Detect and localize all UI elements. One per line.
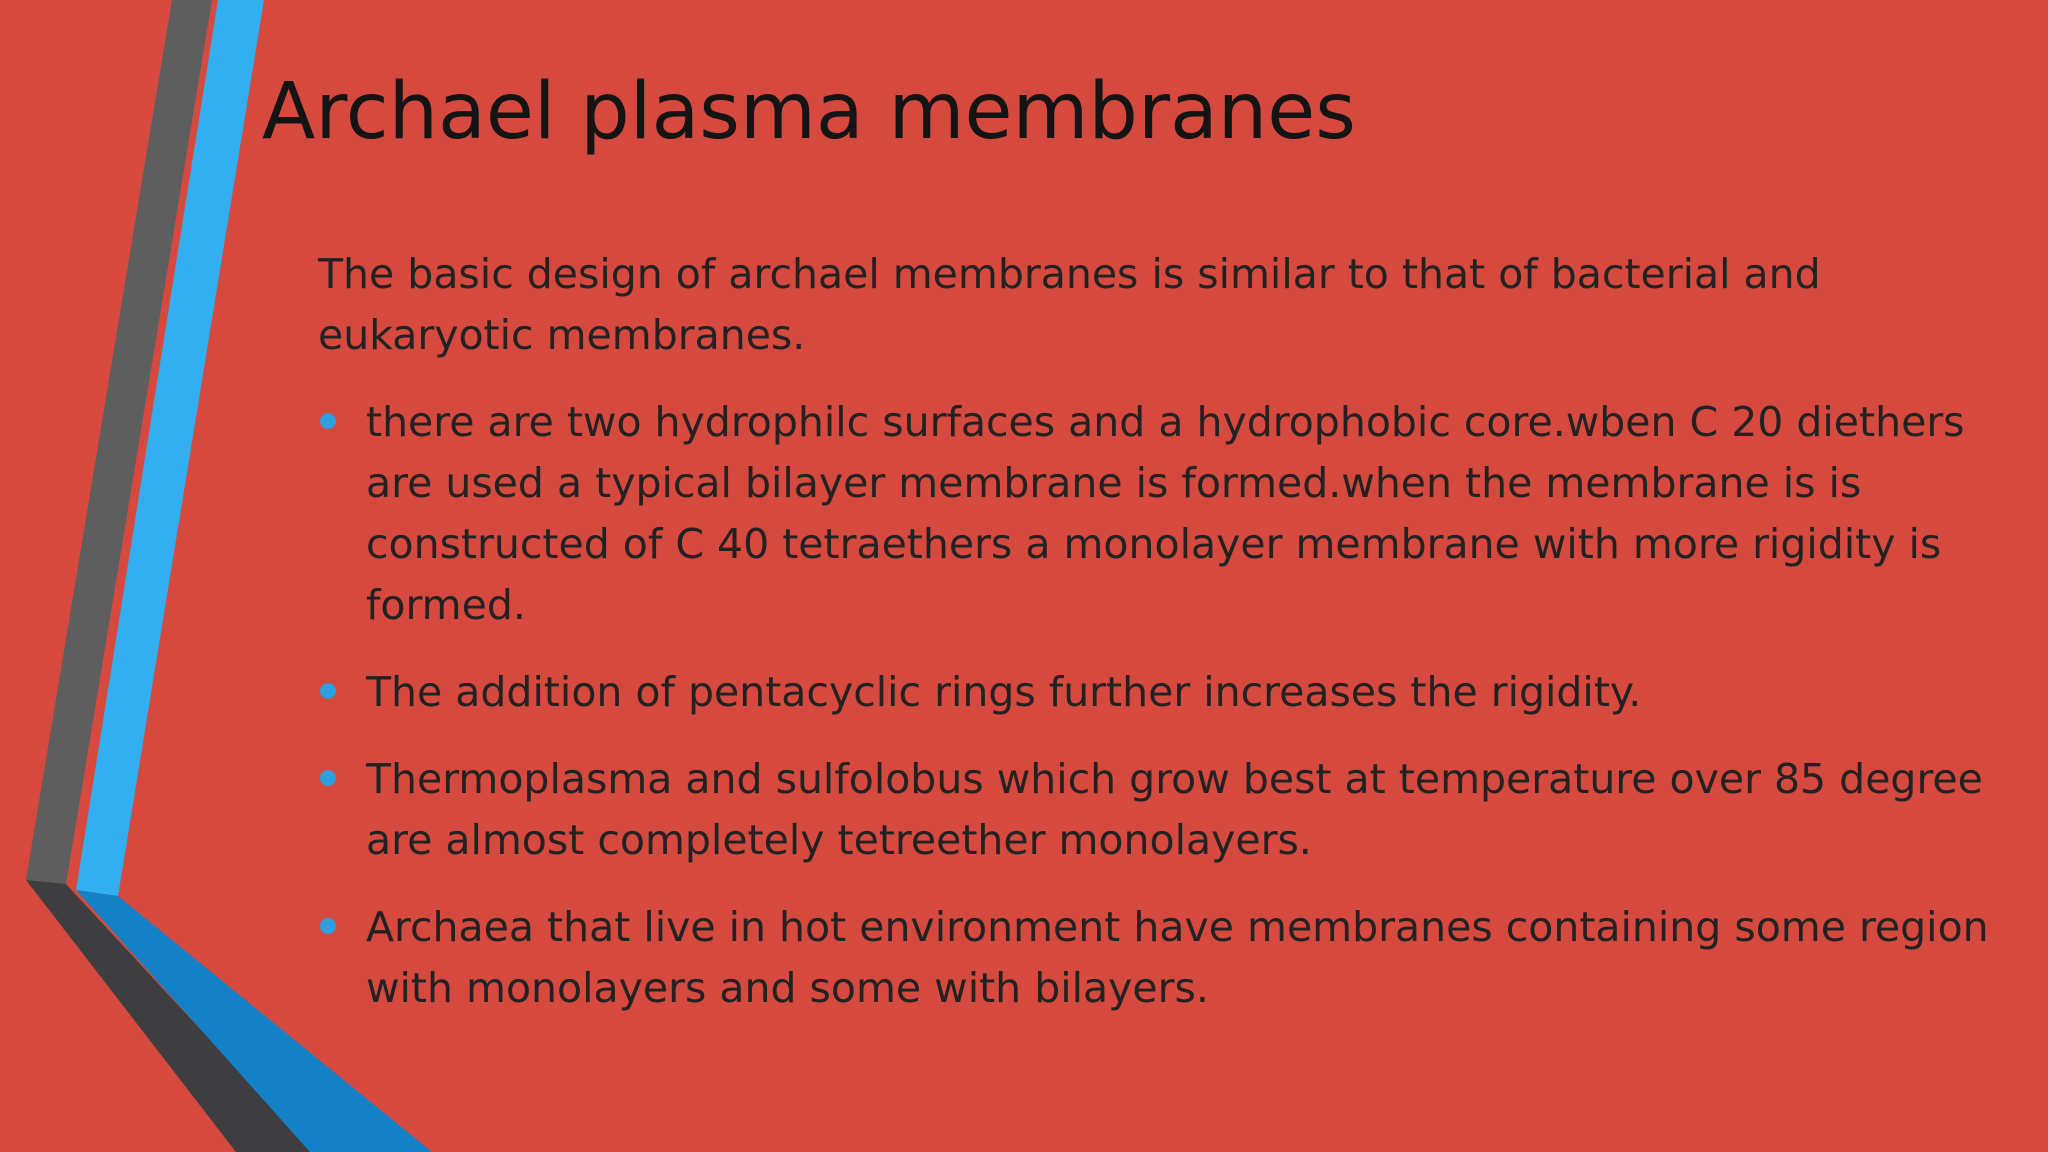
slide-title: Archael plasma membranes	[262, 67, 1356, 157]
slide-body	[318, 244, 1998, 1045]
intro-paragraph: The basic design of archael membranes is similar to that of bacterial and eukaryotic membranes.	[318, 250, 1821, 359]
round-bullet-icon	[320, 413, 336, 429]
round-bullet-icon	[320, 918, 336, 934]
bullet-list	[318, 392, 1998, 1019]
bullet-text: The addition of pentacyclic rings further increases the rigidity.	[366, 668, 1642, 716]
bullet-item	[318, 662, 1998, 723]
round-bullet-icon	[320, 770, 336, 786]
round-bullet-icon	[320, 683, 336, 699]
bullet-text: Thermoplasma and sulfolobus which grow best at temperature over 85 degree are almost completely tetreether monolayers.	[366, 755, 1983, 864]
bullet-item	[318, 392, 1998, 636]
bullet-text: there are two hydrophilc surfaces and a hydrophobic core.wben C 20 diethers are used a typical bilayer membrane is formed.when the membrane is is constructed of C 40 tetraethers a monolayer membrane with more rigidity is formed.	[366, 398, 1965, 629]
bullet-item	[318, 897, 1998, 1019]
bullet-item	[318, 749, 1998, 871]
bullet-text: Archaea that live in hot environment have membranes containing some region with monolayers and some with bilayers.	[366, 903, 1989, 1012]
